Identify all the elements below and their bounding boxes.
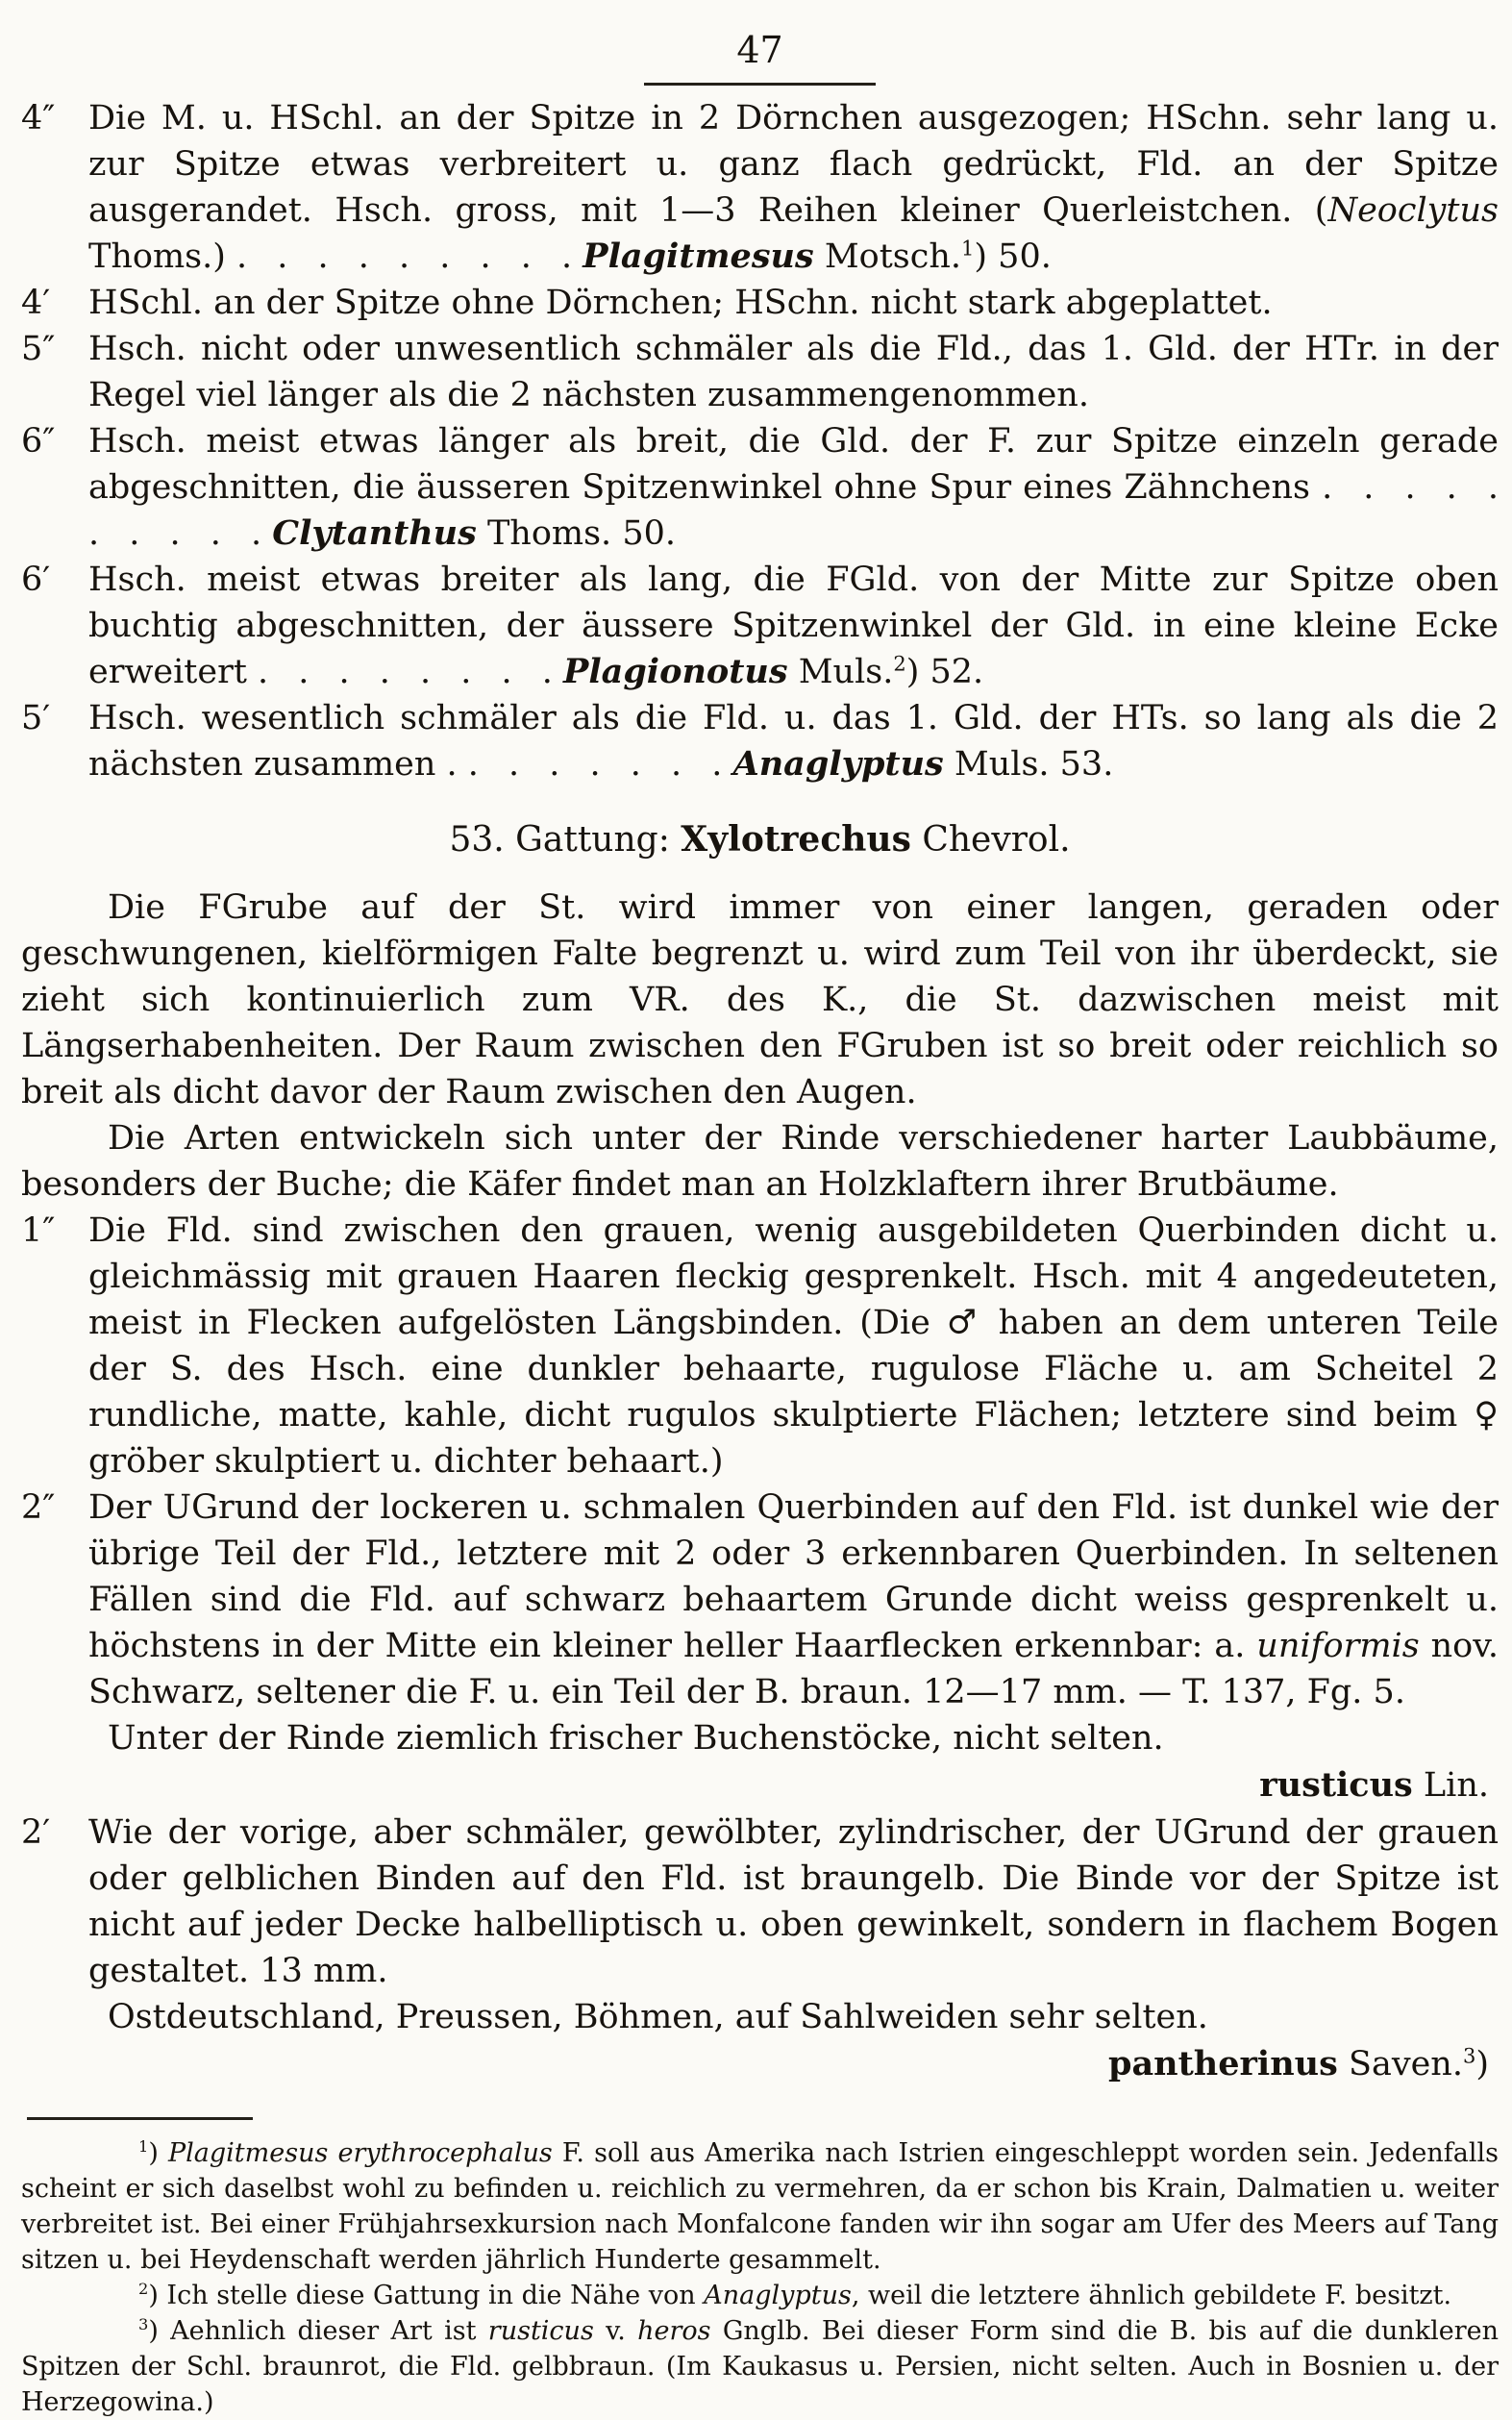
footnote-3 [21, 2313, 1499, 2420]
text-run: 3 [1462, 2044, 1476, 2068]
text-run [261, 514, 272, 553]
leader-dots: . . . . . . . . [258, 653, 553, 691]
text-run: 2 [138, 2280, 149, 2298]
footnote-separator [27, 2117, 253, 2120]
key-entry-4b [21, 280, 1499, 326]
key-entry-5a [21, 326, 1499, 418]
text-run [572, 237, 582, 276]
text-run: Xylotrechus [681, 819, 911, 860]
text-run: 1 [961, 237, 975, 261]
key-entry-text [88, 1211, 1499, 1481]
description-paragraph [21, 885, 1499, 1115]
text-run: Plagitmesus erythrocephalus [167, 2138, 553, 2168]
key-entry-text [88, 99, 1499, 276]
text-run: v. [593, 2316, 638, 2346]
text-run [553, 653, 563, 691]
key-entry-label: 5″ [21, 330, 56, 368]
text-run: haben an dem unteren Teile der S. des Hsch. eine dunkler behaarte, rugulose Fläche u. am Scheitel 2 rundliche, matte, kahle, dicht rugulos skulptierte Flächen; letztere sind beim [88, 1304, 1499, 1435]
habitat-paragraph [21, 1115, 1499, 1208]
text-run: Thoms. 50. [476, 514, 676, 553]
habitat-note-pantherinus [21, 1994, 1499, 2040]
text-run: 2 [893, 652, 906, 676]
text-run: rusticus [487, 2316, 594, 2346]
key-entry-text [88, 1813, 1499, 1990]
key-entry-5b [21, 695, 1499, 787]
text-run: Chevrol. [910, 820, 1071, 860]
text-run: Saven. [1337, 2045, 1463, 2083]
text-run: HSchl. an der Spitze ohne Dörnchen; HSchn. nicht stark abgeplattet. [88, 284, 1273, 322]
key-entry-1a [21, 1208, 1499, 1484]
text-run: Gnglb. Bei dieser Form sind die B. bis auf die dunkleren Spitzen der Schl. braunrot, die Fld. gelbbraun. (Im Kaukasus u. Persien, nicht selten. Auch in Bosnien u. der Herzegowina.) [21, 2316, 1499, 2417]
key-entry-label: 2′ [21, 1813, 51, 1852]
text-run: Unter der Rinde ziemlich frischer Buchenstöcke, nicht selten. [108, 1719, 1164, 1758]
text-run: ) Ich stelle diese Gattung in die Nähe von [148, 2281, 705, 2310]
habitat-note-rusticus [21, 1715, 1499, 1761]
key-entry-4a [21, 95, 1499, 280]
text-run: , weil die letztere ähnlich gebildete F. besitzt. [851, 2281, 1452, 2310]
key-section-upper [21, 95, 1499, 787]
key-entry-label: 6″ [21, 422, 56, 461]
species-name-rusticus [21, 1761, 1499, 1809]
text-run: F. soll aus Amerika nach Istrien eingeschleppt worden sein. Jedenfalls scheint er sich daselbst wohl zu befinden u. reichlich zu vermehren, da er schon bis Krain, Dalmatien u. weiter verbreitet ist. Bei einer Frühjahrsexkursion nach Monfalcone fanden wir ihn sogar am Ufer des Meers auf Tang sitzen u. bei Heydenschaft werden jährlich Hunderte gesammelt. [21, 2138, 1499, 2275]
text-run: 3 [138, 2315, 149, 2333]
leader-dots: . . . . . . . . . [236, 237, 573, 276]
text-run: ) 52. [905, 653, 984, 691]
footnote-section [21, 2117, 1499, 2420]
text-run: Hsch. meist etwas breiter als lang, die FGld. von der Mitte zur Spitze oben buchtig abgeschnitten, der äussere Spitzenwinkel der Gld. in eine kleine Ecke erweitert [88, 561, 1499, 691]
page-number: 47 [644, 29, 875, 86]
text-run: Die FGrube auf der St. wird immer von einer langen, geraden oder geschwungenen, kielförmigen Falte begrenzt u. wird zum Teil von ihr überdeckt, sie zieht sich kontinuierlich zum VR. des K., die St. dazwischen meist mit Längserhabenheiten. Der Raum zwischen den FGruben ist so breit oder reichlich so breit als dicht davor der Raum zwischen den Augen. [21, 888, 1499, 1111]
footnote-1 [21, 2135, 1499, 2278]
text-run: 1 [138, 2137, 149, 2156]
key-entry-label: 1″ [21, 1211, 56, 1250]
leader-dots: . . . . . . . . . . [88, 468, 1499, 553]
key-entry-text [88, 330, 1499, 414]
species-name-pantherinus [21, 2040, 1499, 2088]
text-run: Motsch. [813, 237, 962, 276]
text-run: gröber skulptiert u. dichter behaart.) [88, 1442, 724, 1481]
key-entry-label: 4″ [21, 99, 56, 137]
text-run: heros [637, 2316, 711, 2346]
text-run: rusticus [1259, 1765, 1413, 1805]
key-section-species [21, 1208, 1499, 2088]
text-run: Thoms.) [88, 237, 237, 276]
key-entry-6b [21, 557, 1499, 695]
text-run: ) [148, 2138, 168, 2168]
text-run: Hsch. meist etwas länger als breit, die Gld. der F. zur Spitze einzeln gerade abgeschnitten, die äusseren Spitzenwinkel ohne Spur eines Zähnchens [88, 422, 1499, 507]
text-run: Plagitmesus [582, 237, 814, 276]
text-run: Hsch. nicht oder unwesentlich schmäler als die Fld., das 1. Gld. der HTr. in der Regel viel länger als die 2 nächsten zusammengenommen. [88, 330, 1499, 414]
text-run: Anaglyptus [704, 2281, 852, 2310]
key-entry-text [88, 422, 1499, 553]
genus-heading [21, 816, 1499, 863]
female-symbol: ♀ [1474, 1396, 1499, 1435]
key-entry-label: 4′ [21, 284, 51, 322]
key-entry-label: 5′ [21, 699, 51, 737]
text-run: ) [1475, 2045, 1489, 2083]
text-run: uniformis [1256, 1627, 1420, 1665]
text-run: Die Arten entwickeln sich unter der Rinde verschiedener harter Laubbäume, besonders der Buche; die Käfer findet man an Holzklaftern ihrer Brutbäume. [21, 1119, 1499, 1204]
text-run: Die Fld. sind zwischen den grauen, wenig ausgebildeten Querbinden dicht u. gleichmässig mit grauen Haaren fleckig gesprenkelt. Hsch. mit 4 angedeuteten, meist in Flecken aufgelösten Längsbinden. (Die [88, 1211, 1499, 1342]
text-run: ) 50. [974, 237, 1052, 276]
key-entry-text [88, 699, 1499, 784]
leader-dots: . . . . . . . [467, 745, 723, 784]
text-run [722, 745, 732, 784]
key-entry-2b [21, 1809, 1499, 1994]
key-entry-text [88, 1488, 1499, 1711]
text-run: Ostdeutschland, Preussen, Böhmen, auf Sahlweiden sehr selten. [108, 1998, 1208, 2036]
text-run: Plagionotus [563, 652, 788, 691]
male-symbol: ♂ [946, 1304, 982, 1342]
text-run: Muls. 53. [943, 745, 1114, 784]
text-run: Hsch. wesentlich schmäler als die Fld. u. das 1. Gld. der HTs. so lang als die 2 nächsten zusammen . [88, 699, 1499, 784]
text-run: Muls. [787, 653, 894, 691]
key-entry-text [88, 561, 1499, 691]
page-header [21, 29, 1499, 86]
text-run: Anaglyptus [732, 744, 944, 784]
key-entry-text [88, 284, 1273, 322]
text-run: Lin. [1412, 1766, 1489, 1805]
text-run: pantherinus [1108, 2044, 1338, 2083]
text-run: 53. Gattung: [449, 820, 682, 860]
footnote-2 [21, 2278, 1499, 2313]
text-run: Die M. u. HSchl. an der Spitze in 2 Dörnchen ausgezogen; HSchn. sehr lang u. zur Spitze etwas verbreitert u. ganz flach gedrückt, Fld. an der Spitze ausgerandet. Hsch. gross, mit 1—3 Reihen kleiner Querleistchen. ( [88, 99, 1499, 230]
text-run: ) Aehnlich dieser Art ist [148, 2316, 488, 2346]
text-run: Neoclytus [1327, 191, 1499, 230]
key-entry-6a [21, 418, 1499, 557]
text-run: nov. Schwarz, seltener die F. u. ein Teil der B. braun. 12—17 mm. — T. 137, Fg. 5. [88, 1627, 1499, 1711]
key-entry-label: 6′ [21, 561, 51, 599]
key-entry-label: 2″ [21, 1488, 56, 1527]
key-entry-2a [21, 1484, 1499, 1715]
text-run: Clytanthus [272, 513, 477, 553]
genus-description [21, 885, 1499, 1208]
text-run: Wie der vorige, aber schmäler, gewölbter, zylindrischer, der UGrund der grauen oder gelblichen Binden auf den Fld. ist braungelb. Die Binde vor der Spitze ist nicht auf jeder Decke halbelliptisch u. oben gewinkelt, sondern in flachem Bogen gestaltet. 13 mm. [88, 1813, 1499, 1990]
text-run: Der UGrund der lockeren u. schmalen Querbinden auf den Fld. ist dunkel wie der übrige Teil der Fld., letztere mit 2 oder 3 erkennbaren Querbinden. In seltenen Fällen sind die Fld. auf schwarz behaartem Grunde dicht weiss gesprenkelt u. höchstens in der Mitte ein kleiner heller Haarflecken erkennbar: a. [88, 1488, 1499, 1665]
